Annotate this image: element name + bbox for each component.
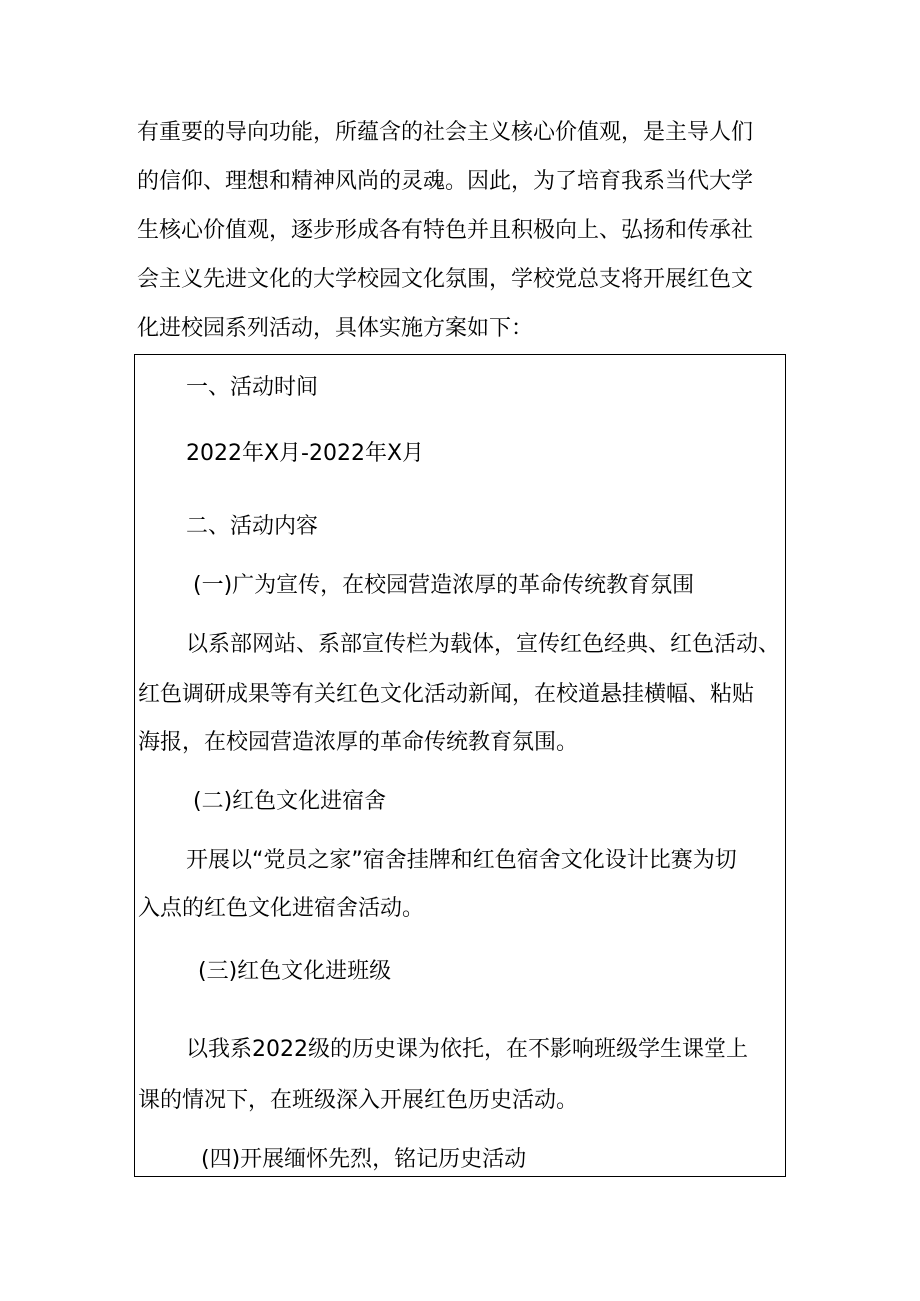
intro-line: 会主义先进文化的大学校园文化氛围，学校党总支将开展红色文 [137,267,754,292]
item-heading-dormitory: (二)红色文化进宿舍 [193,789,387,814]
intro-line: 生核心价值观，逐步形成各有特色并且积极向上、弘扬和传承社 [137,218,754,243]
intro-line: 的信仰、理想和精神风尚的灵魂。因此，为了培育我系当代大学 [137,169,754,194]
intro-line: 化进校园系列活动，具体实施方案如下： [137,316,534,341]
intro-paragraph [137,108,787,353]
item-heading-class: (三)红色文化进班级 [198,959,392,984]
item-body-line: 以我系2022级的历史课为依托，在不影响班级学生课堂上 [186,1037,748,1062]
section-heading-activity-time: 一、活动时间 [186,375,319,400]
item-heading-martyrs: (四)开展缅怀先烈，铭记历史活动 [201,1147,527,1172]
item-heading-publicity: (一)广为宣传，在校园营造浓厚的革命传统教育氛围 [193,573,695,598]
item-body-line: 海报，在校园营造浓厚的革命传统教育氛围。 [138,730,579,755]
activity-plan-box [134,354,786,1177]
section-heading-activity-content: 二、活动内容 [186,514,319,539]
item-body-line: 以系部网站、系部宣传栏为载体，宣传红色经典、红色活动、 [186,632,781,657]
intro-line: 有重要的导向功能，所蕴含的社会主义核心价值观，是主导人们 [137,120,754,145]
activity-time-value: 2022年X月-2022年X月 [186,441,425,466]
item-body-line: 课的情况下，在班级深入开展红色历史活动。 [138,1088,579,1113]
item-body-line: 入点的红色文化进宿舍活动。 [138,896,425,921]
item-body-line: 开展以“党员之家”宿舍挂牌和红色宿舍文化设计比赛为切 [186,848,737,873]
item-body-line: 红色调研成果等有关红色文化活动新闻，在校道悬挂横幅、粘贴 [138,682,755,707]
